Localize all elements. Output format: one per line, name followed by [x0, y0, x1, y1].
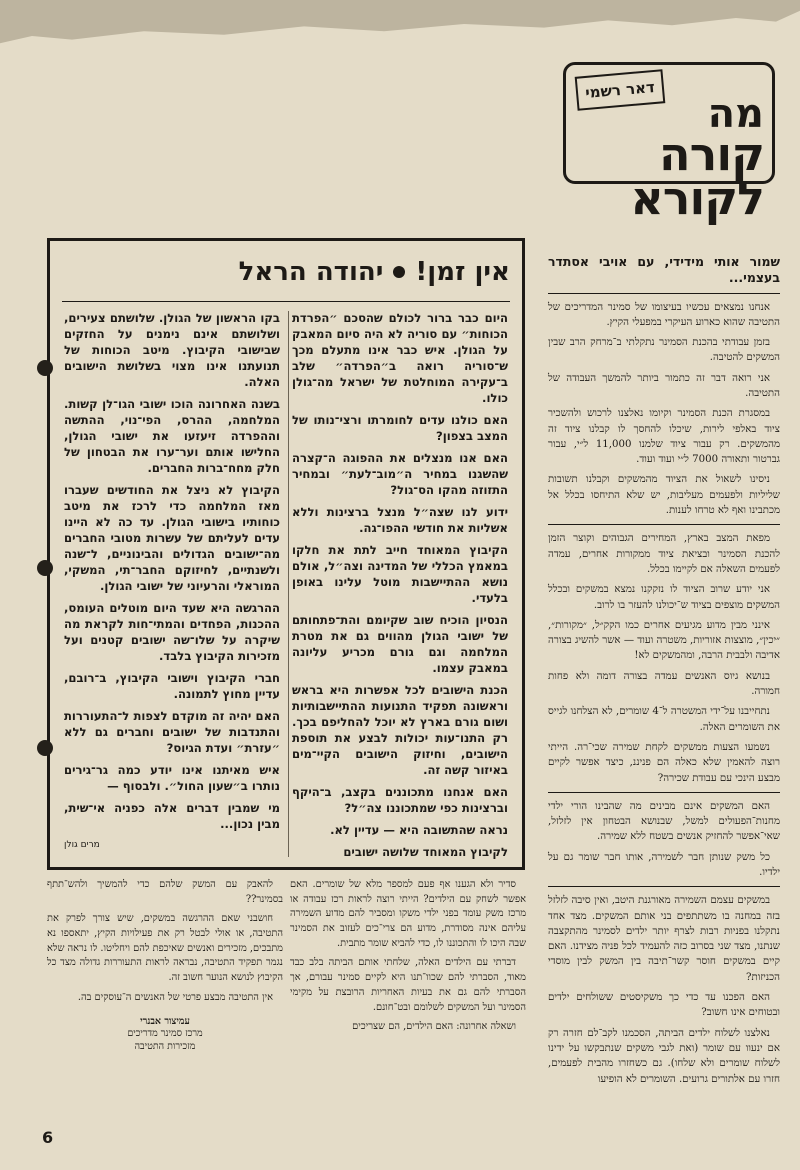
- letter-paragraph: אני רואה דבר זה כתמור ביותר להמשך העבודה של התטיבה.: [548, 372, 780, 399]
- article-paragraph: מי שמבין דברים אלה כפניה אי־שית, מבין נכון...: [64, 800, 280, 831]
- letter-paragraph: כל משק שנותן חבר לשמירה, אותו חבר שומר גם על ילדיו.: [548, 851, 780, 878]
- binder-hole: [37, 360, 53, 376]
- page-number: 6: [42, 1128, 54, 1147]
- letter-paragraph: מפאת המצב בארץ, המחירים הגבוהים וקוצר הזמן להכנת הסמינר ובציאת ציוד ממקורות אחרים, עמדה לפעמים השאלה אם לקיימו בכלל.: [548, 533, 780, 575]
- article-paragraph: ההרגשה היא שעד היום מוטלים העומס, ההכנות, הפחדים והמתי־חות לקראת מה שיקרה על שלו־שה ישובים קטנים ועל מזכירות הקיבוץ בלבד.: [64, 600, 280, 663]
- letter-paragraph: אינני מבין מדוע מגיעים אחרים כמו הקק״ל, ״מקורות״, ״יכין״, מוצצות אזוריות, משטרה ועוד — אשר להשיג בצורה אדיבה ולבבית הרבה, ומהמשקים לא!: [548, 619, 780, 662]
- article-paragraph: האם אנו מנצלים את ההפוגה ה־קצרה שהשגנו במחיר ה״מוב־לעת״ ובמחיר התזוזה מהקו הס־גול?: [292, 450, 508, 497]
- binder-hole: [37, 560, 53, 576]
- letter-paragraph: ושאלה אחרונה: האם הילדים, הם שצריכים: [352, 1021, 516, 1033]
- article-column-right: [292, 311, 508, 857]
- divider: [548, 524, 780, 525]
- signature-organization: מזכירות התטיבה: [134, 1041, 196, 1053]
- headline-author: יהודה הראל: [238, 257, 384, 287]
- divider: [62, 301, 510, 302]
- signature-name: עמיצור אבנרי: [140, 1015, 190, 1027]
- article-box: [47, 238, 525, 870]
- logo-title-line2: קורה לקורא: [630, 127, 764, 225]
- bullet-icon: [393, 266, 405, 278]
- letter-title: שמור אותי מידידי, עם אויבי אסתדר בעצמי...: [548, 254, 780, 286]
- letter-paragraph: דברתי עם הילדים האלה, שלחתי אותם הביתה בלב כבד מאוד, הסברתי להם שכוו־תנו היא לקיים סמינר עבורם, אך הסברתי להם גם את בעיות האחריות הרובצת על מקימי הסמינר ועל המשקים לשלומם ובט־חונם.: [290, 957, 526, 1013]
- logo-title-line1: מה: [707, 91, 764, 137]
- article-paragraph: הקיבוץ לא ניצל את החודשים שעברו מאז המלחמה כדי לרכז את מיטב כוחותיו בישובי הגולן. עד כה לא היינו עדים לעליתם של עשרות מטובי החברים מה־ישובים הגדולים והבינוניים, ל־שנה ולשנתיים, לחיזוקם החבר־תי, המשקי, המוראלי והרעיוני של ישובי הגולן.: [64, 482, 280, 593]
- article-paragraph: היום כבר ברור לכולם שהסכם ״הפרדת הכוחות״ עם סוריה לא היה סיום המאבק על הגולן. איש כבר אינו מתעלם מכך ש־סוריה רואה ב״הפרדה״ שלב ב־עקירה המוחלטת של ישראל מה־גולן כולו.: [292, 311, 508, 405]
- letter-paragraph: במשקים עצמם השמירה מאורגנת היטב, ואין סיבה לזלזל בזה במחנה בו משתתפים בני אותם המשקים. מצד אחד נתקלנו בפניות רבות לצרף יותר ילדים לסמינר מהתקצבה שנתנו, מצד שני בסרוב כזה להעמיד לכל פניה מצידנו. האם קיים במשקים חוסר קשר־תיבה בין המשק לבין מוסדי הכניזות?: [548, 895, 780, 983]
- article-paragraph: האם אנחנו מתכוננים בקצב, ב־היקף וברצינות כפי שמתכוננו צה״ל?: [292, 784, 508, 815]
- letter-column: [548, 254, 780, 1134]
- letter-paragraph: נתחייבנו על־ידי המשטרה ל־4 שומרים, לא הצלחנו לגייס את השומרים האלה.: [548, 706, 780, 733]
- letter-paragraph: האם המשקים אינם מבינים מה שהבינו הורי ילדי מחנות־הפעולים למשל, שבנושא הבטחון אין לזלזל, שאי־אפשר להחזיק אנשים בשטח ללא שמירה.: [548, 800, 780, 843]
- article-paragraph: בקו הראשון של הגולן. שלושתם צעירים, ושלושתם אינם נימנים על החזקים שבישובי הקיבוץ. מיטב הכוחות של תנועתנו אינו מצוי בשלושת הישובים האלה.: [64, 311, 280, 389]
- binder-hole: [37, 740, 53, 756]
- article-paragraph: לקיבוץ המאוחד שלושה ישובים: [343, 844, 508, 859]
- article-paragraph: האם כולנו עדים לחומרתו ורצי־נותו של המצב בצפון?: [292, 412, 508, 443]
- column-divider: [288, 311, 289, 857]
- article-headline: [60, 251, 510, 293]
- letter-paragraph: ניסינו לשאול את הציוד מהמשקים וקבלנו תשובות שליליות ולפעמים מעליבות, יש שלא התיחסו בכלל אל מכתבינו ואף לא טרחו לענות.: [548, 474, 780, 517]
- torn-paper-edge: [0, 0, 800, 60]
- letter-paragraph: נאלצנו לשלוח ילדים הביתה, הסכמנו לקב־לם חזרה רק אם ינעוו עם שומר (ואת לגבי משקים שנתבקשו על ידינו לשלוח שומרים ולא שלחו). גם כשחזרו מהבית לפעמים, חזרו עם אלתורים גרועים. השומרים לא הופיעו: [548, 1027, 780, 1085]
- signature-role: מרכז סמינר מדריכים: [127, 1028, 203, 1040]
- logo-tag: דאר רשמי: [575, 69, 666, 111]
- article-paragraph: הנסיון הוכיח שוב שקיומם והת־פתחותם של ישובי הגולן מהווים גם את מטרת המלחמה וגם גורם מכריע עליונה במאבק עצמו.: [292, 612, 508, 675]
- letter-paragraph: חושבני שאם ההרגשה במשקים, שיש צורך לפרק את התטיבה, או אולי לבטל רק את פעילויות הקיץ, יתאספו נא מתבכים, מזכירים ואנשים שאיכפת להם ויחליטו. לו נראה שלא נגמר תפקיד התטיבה, נבראה לראות התעוררות גדולה מצד כל הקיבוץ לנושא הנוער חשוב זה.: [47, 913, 283, 984]
- article-paragraph: חברי הקיבוץ וישובי הקיבוץ, ב־רובם, עדיין מחוץ לתמונה.: [64, 670, 280, 701]
- letter-paragraph: נשמעו הצעות ממשקים לקחת שמירה שכי־רה. הייתי רוצה להאמין שלא כאלה הם פניננ, כיצד אפשר לקיים מבצע הינכי עם עבודת שכירה?: [548, 741, 780, 784]
- article-paragraph: נראה שהתשובה היא — עדיין לא.: [330, 822, 508, 837]
- logo-title: [574, 91, 764, 225]
- letter-continuation-left: [47, 878, 283, 1128]
- divider: [548, 293, 780, 294]
- divider: [548, 792, 780, 793]
- letter-paragraph: במסגרת הכנת הסמינר וקיומו נאלצנו לרכוש ולהשכיר ציוד באלפי לירות, שיכלו להחסך לו קבלנו ציוד זה מהמשקים. רק עבור ציוד שלמנו 11,000 ל״י, עבור גברטור ותאורה 7000 ל״י ועוד ועוד.: [548, 408, 780, 466]
- letter-continuation-right: [290, 878, 526, 1128]
- article-column-left: [64, 311, 280, 857]
- letter-paragraph: להאבק עם המשק שלהם כדי להמשיך ולהש־תתף בסמינר??: [47, 879, 283, 905]
- article-paragraph: בשנה האחרונה הוכו ישובי הגו־לן קשות. המלחמה, ההרס, הפי־נוי, ההתשה וההפרדה זיעזעו את ישובי הגולן, החלישו אותם וער־ערו את הבטחון של חלק מחח־ברות החברים.: [64, 396, 280, 475]
- column-logo: [563, 62, 775, 225]
- letter-paragraph: האם הפכנו עד כדי כך משקיסטים ששולחים ילדים ובטוחים אינו חשוב?: [548, 992, 780, 1019]
- letter-paragraph: אנחנו נמצאים עכשיו בעיצומו של סמינר המדריכים של התטיבה שהוא כארוע העיקרי במפעלי הקיץ.: [548, 301, 780, 328]
- divider: [548, 886, 780, 887]
- article-paragraph: ידוע לנו שצה״ל מנצל ברצינות וללא אשליות את חודשי ההפו־גה.: [292, 504, 508, 535]
- letter-paragraph: בזמן עבודתי בהכנת הסמינר נתקלתי ב־מרחק הרב שבין המשקים להטיבה.: [548, 337, 780, 364]
- letter-paragraph: אין התטיבה מבצע פרטי של האנשים ה־עוסקים בה.: [77, 991, 273, 1003]
- article-credit: מרים גולן: [64, 839, 100, 850]
- headline-title: אין זמן!: [415, 257, 510, 287]
- article-paragraph: איש מאיתנו אינו יודע כמה גר־גירים נותרו ב״שעון החול״. ולבסוף —: [64, 762, 280, 793]
- article-paragraph: האם יהיה זה מוקדם לצפות ל־התעוררות והתנדבות של ישובים וחברים גם ללא ״עזרת״ ועדת הגיוס?: [64, 708, 280, 755]
- letter-paragraph: בנושא גיוס האנשים עמדה בצורה דומה ולא פחות חמורה.: [548, 670, 780, 698]
- letter-paragraph: סדיר ולא הגענו אף פעם למספר מלא של שומרים. האם אפשר לשחק עם הילדים? הייתי רוצה לראות רכז עבודה או מרכז משק עומד בפני ילדי משקו ומסביר להם מדוע השמירה עליהם אינה מסודרת, מדוע הם צרי־כים לעזוב את הסמינר שבה היכו לו והתכוננו לו, כדי להביא שומר מתבית.: [290, 879, 526, 949]
- article-paragraph: הכנת הישובים לכל אפשרות היא בראש וראשונה תפקיד התנועות ההתיישבותיות ושום גורם בארץ לא יוכל להחליפם בכך. רק התנו־עות יכולות לבצע את תוספת הישובים, וחיזוק הישובים הקיי־מים באיזור קשה זה.: [292, 682, 508, 777]
- letter-paragraph: אני יודע שרוב הציוד לו נזקקנו נמצא במשקים ובכלל המשקים מוצפים בציוד ש־יכולנו להעזר בו לרוב.: [548, 584, 780, 611]
- article-paragraph: הקיבוץ המאוחד חייב לתת את חלקו במאמץ הכללי של המדינה וצה״ל, אולם נושא ההתיישבות מוטל עלינו באופן בלעדי.: [292, 542, 508, 605]
- letter-signature: [47, 1016, 283, 1054]
